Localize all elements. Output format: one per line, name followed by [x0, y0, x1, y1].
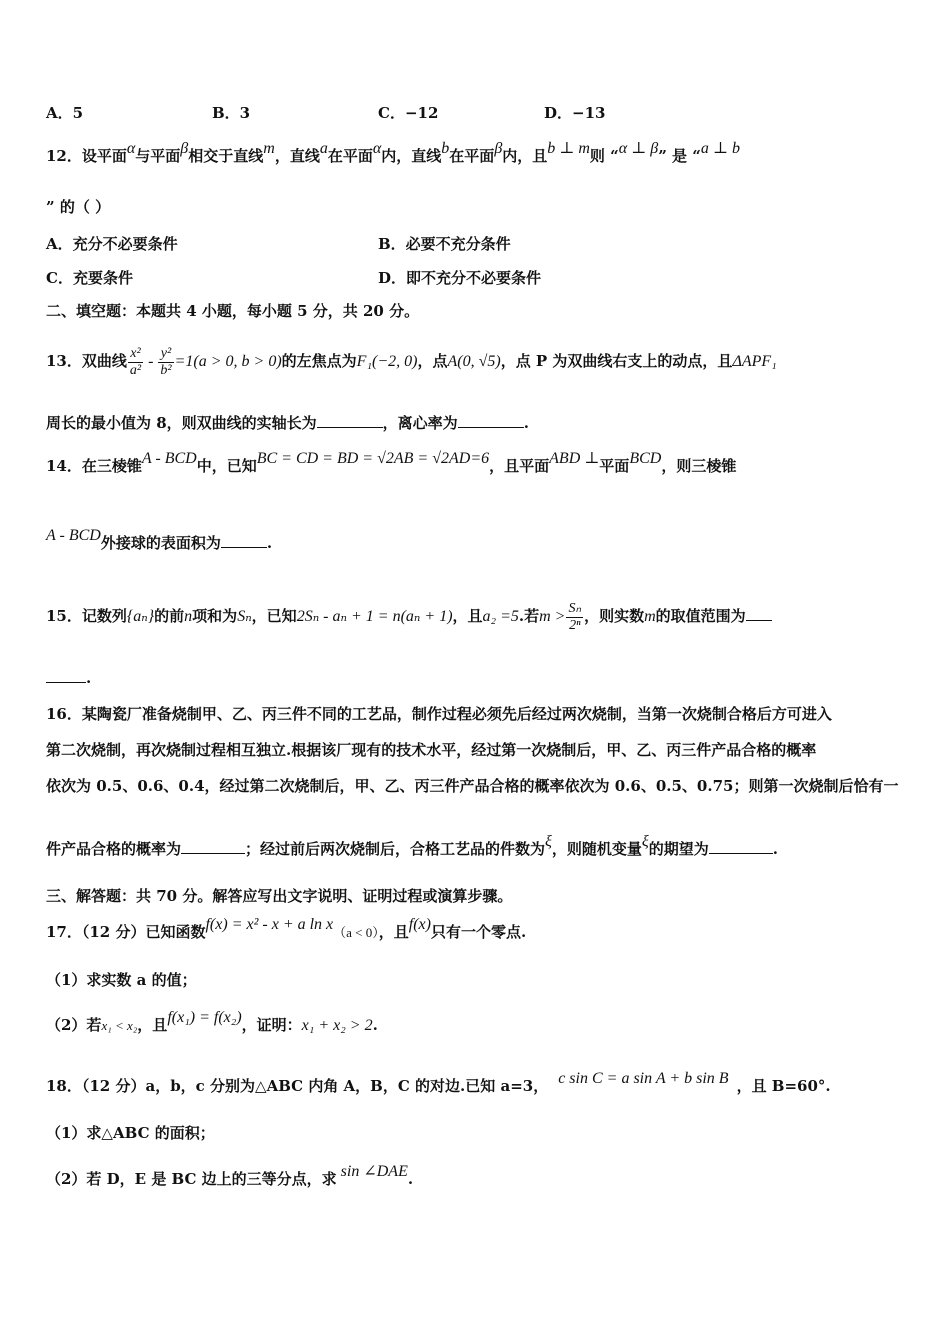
q13-stem: 13．双曲线 $\frac{\text{x²}}{\text{a²}}$ - $\frac{\text{y²}}{\text{b²}}$ =1(a > 0, b > 0)的左焦点为F₁(−2, 0)，点A(0, √5)，点 P 为双曲线右支上的动点，且ΔAPF₁	[46, 345, 777, 378]
q12-option-c: C．充要条件	[46, 269, 133, 287]
answer-blank[interactable]	[458, 413, 524, 428]
q13-frac-x: $\frac{\text{x²}}{\text{a²}}$	[129, 345, 142, 378]
q16-line2: 第二次烧制，再次烧制过程相互独立.根据该厂现有的技术水平，经过第一次烧制后，甲、乙、丙三件产品合格的概率	[46, 741, 817, 759]
q12-option-d: D．即不充分不必要条件	[378, 269, 542, 287]
q13-line2: 周长的最小值为 8，则双曲线的实轴长为 ，离心率为 .	[46, 414, 529, 432]
q14-stem: 14．在三棱锥A - BCD中，已知BC = CD = BD = √2AB = √2AD=6，且平面ABD ⊥平面BCD，则三棱锥	[46, 450, 737, 475]
q11-option-b: B．3	[212, 104, 251, 122]
answer-blank[interactable]	[317, 413, 383, 428]
q17-stem: 17．（12 分）已知函数f(x) = x² - x + a ln x（a < 0），且f(x)只有一个零点.	[46, 916, 527, 941]
q15-stem: 15．记数列{aₙ}的前n项和为Sₙ，已知2Sₙ - aₙ + 1 = n(aₙ + 1)，且a₂ =5.若m > $\frac{\text{Sₙ}}{\text{2ⁿ}}$ ，则实数m的取值范围为	[46, 596, 772, 637]
q16-line1: 16．某陶瓷厂准备烧制甲、乙、丙三件不同的工艺品，制作过程必须先后经过两次烧制，当第一次烧制合格后方可进入	[46, 705, 832, 723]
section-2-heading: 二、填空题：本题共 4 小题，每小题 5 分，共 20 分。	[46, 302, 420, 320]
q11-option-a: A．5	[46, 104, 84, 122]
q18-part2: （2）若 D，E 是 BC 边上的三等分点，求 sin ∠DAE.	[46, 1163, 414, 1188]
q18-stem: 18．（12 分）a，b，c 分别为△ABC 内角 A，B，C 的对边.已知 a=3， c sin C = a sin A + b sin B ，且 B=60°.	[46, 1070, 831, 1095]
q18-part1: （1）求△ABC 的面积；	[46, 1124, 215, 1142]
q12-option-a: A．充分不必要条件	[46, 235, 178, 253]
answer-blank[interactable]	[746, 606, 772, 621]
q12-stem: 12．设平面α与平面β相交于直线m，直线a在平面α内，直线b在平面β内，且b ⊥ m则 “α ⊥ β” 是 “a ⊥ b	[46, 140, 740, 165]
q12-stem-end: ” 的（ ）	[46, 198, 111, 216]
q15-frac: $\frac{\text{Sₙ}}{\text{2ⁿ}}$	[568, 600, 582, 633]
q11-option-c: C．−12	[378, 104, 439, 122]
q15-line2: .	[46, 668, 91, 688]
q17-part1: （1）求实数 a 的值；	[46, 971, 197, 989]
q16-line3: 依次为 0.5、0.6、0.4，经过第二次烧制后，甲、乙、丙三件产品合格的概率依次为 0.6、0.5、0.75；则第一次烧制后恰有一	[46, 777, 899, 795]
section-3-heading: 三、解答题：共 70 分。解答应写出文字说明、证明过程或演算步骤。	[46, 887, 513, 905]
q14-line2: A - BCD外接球的表面积为 .	[46, 527, 273, 552]
q17-part2: （2）若x₁ < x₂，且f(x₁) = f(x₂)，证明：x₁ + x₂ > 2.	[46, 1009, 378, 1034]
q13-frac-y: $\frac{\text{y²}}{\text{b²}}$	[160, 345, 172, 378]
answer-blank[interactable]	[46, 668, 86, 683]
answer-blank[interactable]	[709, 839, 773, 854]
q12-option-b: B．必要不充分条件	[378, 235, 511, 253]
answer-blank[interactable]	[181, 839, 245, 854]
answer-blank[interactable]	[221, 533, 267, 548]
q11-option-d: D．−13	[544, 104, 606, 122]
q16-line4: 件产品合格的概率为 ；经过前后两次烧制后，合格工艺品的件数为ξ，则随机变量ξ的期望为 .	[46, 833, 779, 858]
